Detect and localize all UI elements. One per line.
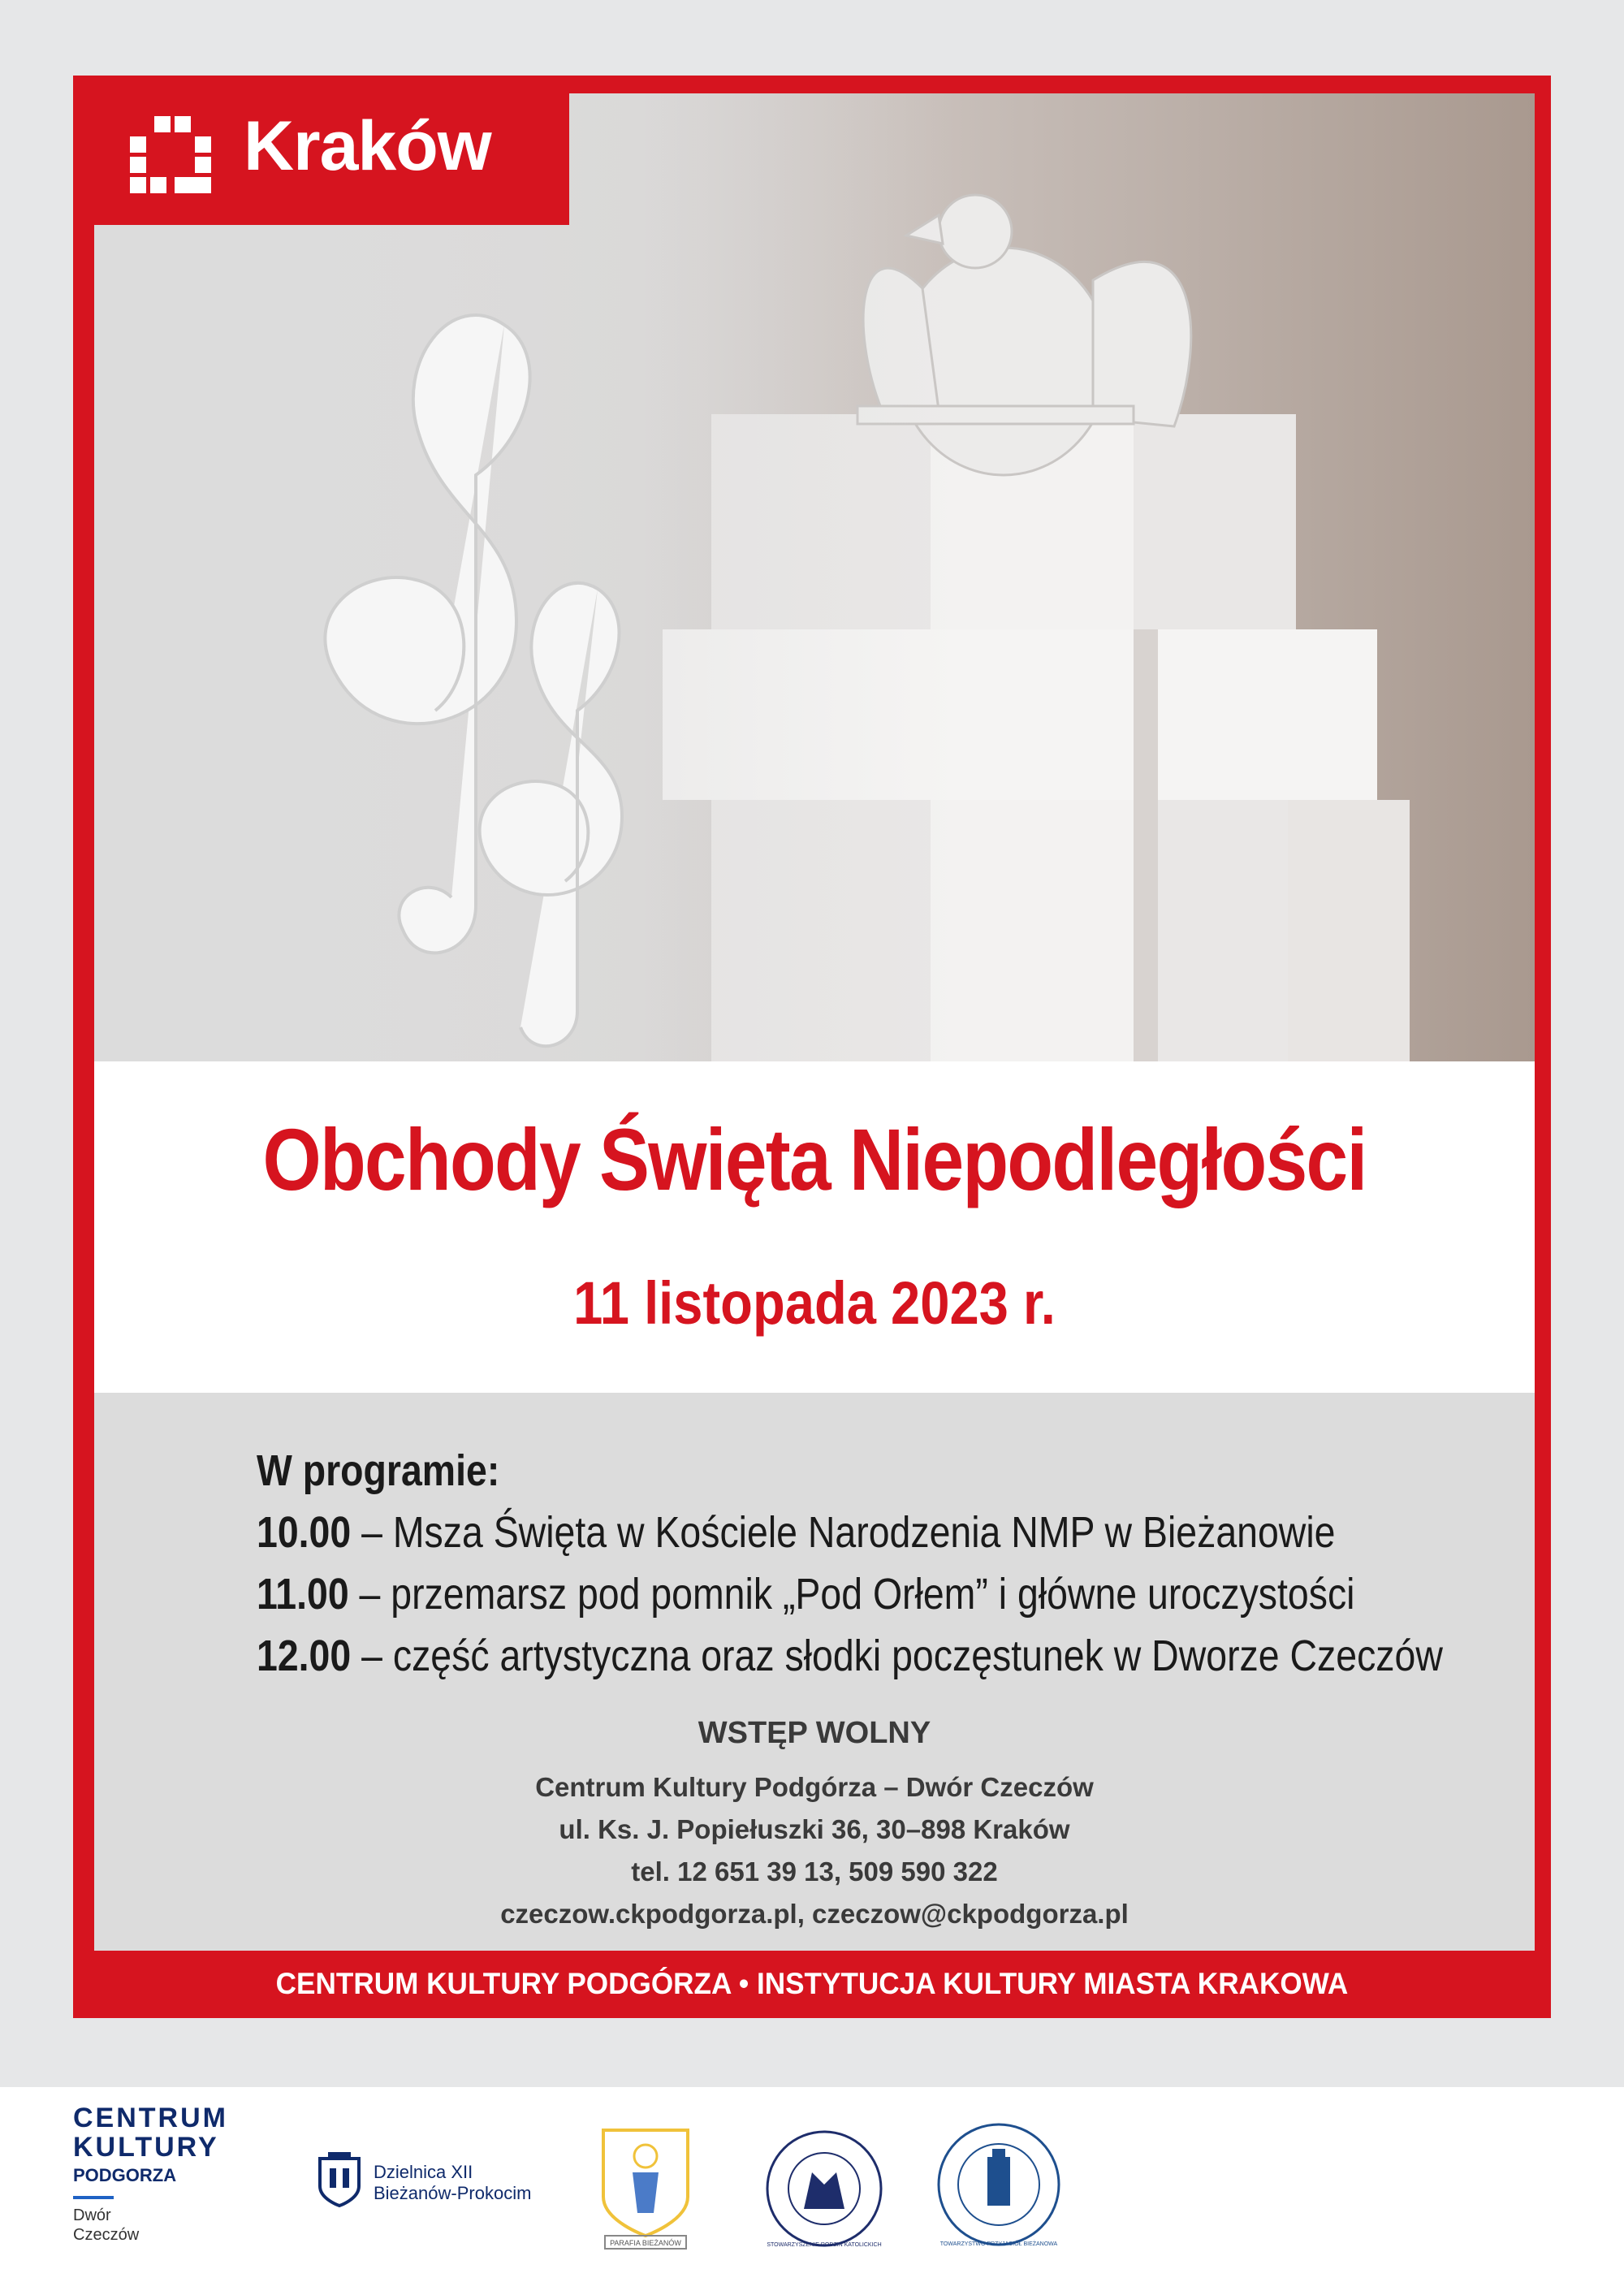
organizer-name: Centrum Kultury Podgórza – Dwór Czeczów (535, 1772, 1094, 1802)
entry-free: WSTĘP WOLNY (698, 1716, 931, 1750)
ckp-line1: CENTRUM (73, 2103, 228, 2133)
krakow-logo-text: Kraków (244, 107, 491, 185)
ckp-line4: Dwór (73, 2206, 111, 2224)
event-date: 11 listopada 2023 r. (573, 1269, 1056, 1337)
parafia-crest-icon (597, 2124, 694, 2254)
parafia-text: PARAFIA BIEŻANÓW (610, 2239, 681, 2247)
partner-logos (0, 2087, 1624, 2295)
contact-info (94, 1716, 1535, 1941)
stowarzyszenie-logo (763, 2128, 885, 2254)
footer-text: CENTRUM KULTURY PODGÓRZA • INSTYTUCJA KULTURY MIASTA KRAKOWA (275, 1967, 1349, 2000)
stowarzyszenie-seal-icon (763, 2128, 885, 2250)
program-text: – część artystyczna oraz słodki poczęstunek w Dworze Czeczów (351, 1632, 1443, 1680)
title-band (94, 1061, 1535, 1393)
ckp-line2: KULTURY (73, 2132, 219, 2163)
stowarzyszenie-text: STOWARZYSZENIE RODZIN KATOLICKICH (767, 2242, 882, 2248)
ckp-divider (73, 2196, 114, 2199)
dzielnica-line2: Bieżanów-Prokocim (374, 2183, 532, 2203)
dzielnica-logo (317, 2150, 532, 2211)
program-list (257, 1446, 1624, 1692)
monument-photo (94, 93, 1535, 1061)
krakow-logo (73, 76, 569, 225)
organizer-address: ul. Ks. J. Popiełuszki 36, 30–898 Kraków (559, 1814, 1070, 1844)
dzielnica-line1: Dzielnica XII (374, 2162, 473, 2182)
monument-illustration (94, 93, 1535, 1061)
hero-image-area (94, 93, 1535, 1061)
towarzystwo-text: TOWARZYSTWO PRZYJACIÓŁ BIEŻANOWA (939, 2241, 1058, 2247)
ckp-logo (73, 2103, 228, 2245)
towarzystwo-logo (934, 2120, 1064, 2254)
program-time: 11.00 (257, 1570, 349, 1619)
program-item (257, 1569, 1443, 1619)
program-time: 10.00 (257, 1508, 352, 1557)
program-text: – przemarsz pod pomnik „Pod Orłem” i główne uroczystości (348, 1570, 1355, 1619)
footer-bar (73, 1951, 1551, 2018)
program-time: 12.00 (257, 1632, 352, 1680)
organizer-phone: tel. 12 651 39 13, 509 590 322 (631, 1856, 998, 1887)
organizer-web[interactable]: czeczow.ckpodgorza.pl, czeczow@ckpodgorza.pl (500, 1899, 1129, 1929)
event-title: Obchody Święta Niepodległości (262, 1110, 1367, 1208)
krakow-mark-icon (130, 116, 211, 194)
crest-icon (317, 2150, 362, 2207)
program-heading: W programie: (257, 1446, 500, 1495)
program-item (257, 1631, 1443, 1681)
parafia-logo (597, 2124, 694, 2258)
towarzystwo-seal-icon (934, 2120, 1064, 2250)
details-section (94, 1393, 1535, 1951)
ckp-line3: PODGORZA (73, 2165, 177, 2185)
ckp-line5: Czeczów (73, 2226, 140, 2244)
program-text: – Msza Święta w Kościele Narodzenia NMP w Bieżanowie (351, 1508, 1336, 1557)
program-item (257, 1507, 1443, 1558)
